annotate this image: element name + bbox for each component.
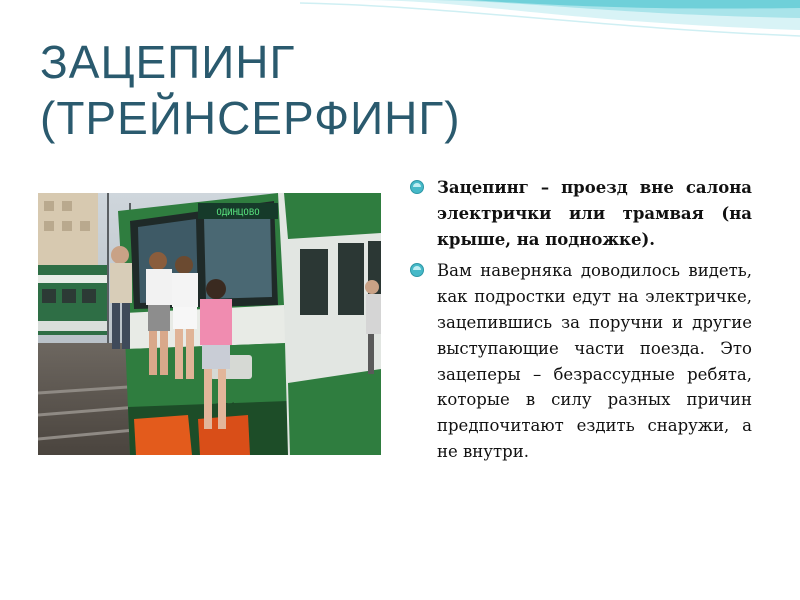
bullet-list bbox=[410, 175, 752, 471]
train-photo bbox=[38, 193, 381, 455]
slide-title bbox=[40, 34, 600, 146]
route-sign: ОДИНЦОВО bbox=[216, 208, 260, 218]
title-line-1: ЗАЦЕПИНГ bbox=[40, 36, 296, 88]
bullet-text: Зацепинг – проезд вне салона электрички или трамвая (на крыше, на подножке). bbox=[437, 178, 752, 249]
bullet-icon bbox=[410, 180, 424, 194]
bullet-icon bbox=[410, 263, 424, 277]
bullet-item-definition bbox=[410, 175, 752, 252]
bullet-item-description bbox=[410, 258, 752, 464]
title-line-2: (ТРЕЙНСЕРФИНГ) bbox=[40, 92, 461, 144]
bullet-text: Вам наверняка доводилось видеть, как подростки едут на электричке, зацепившись за поручни и другие выступающие части поезда. Это зацеперы – безрассудные ребята, которые в силу разных причин предпочитают ездить снаружи, а не внутри. bbox=[437, 261, 752, 461]
